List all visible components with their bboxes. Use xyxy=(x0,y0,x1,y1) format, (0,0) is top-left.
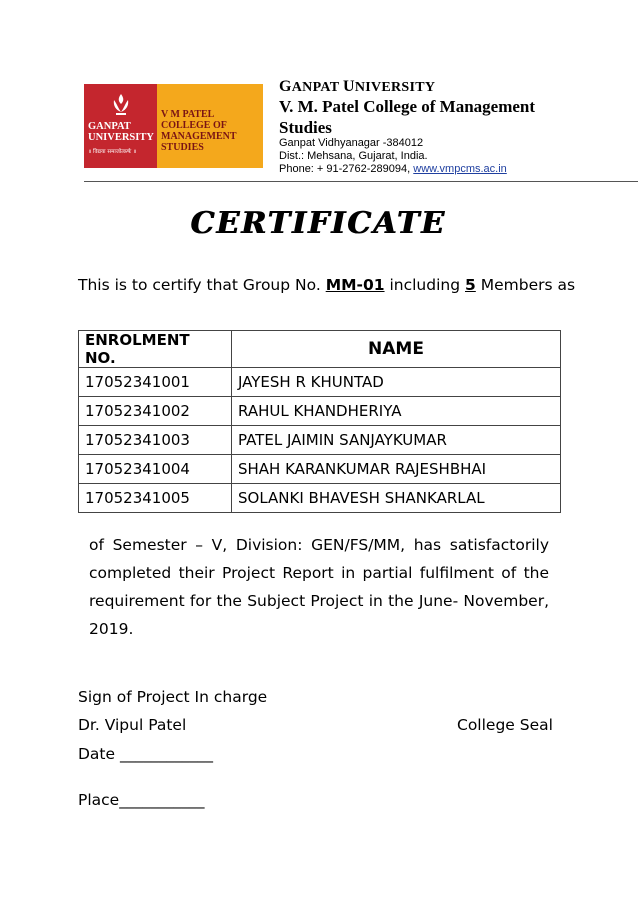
name-cell: JAYESH R KHUNTAD xyxy=(232,368,561,397)
group-number: MM-01 xyxy=(325,276,385,294)
enrolment-header: ENROLMENT NO. xyxy=(79,331,232,368)
enrolment-cell: 17052341002 xyxy=(79,397,232,426)
intro-sentence xyxy=(78,276,575,294)
enrolment-cell: 17052341005 xyxy=(79,484,232,513)
phone-text: Phone: + 91-2762-289094, xyxy=(279,163,414,175)
certificate-title: CERTIFICATE xyxy=(191,206,447,241)
name-header: NAME xyxy=(232,331,561,368)
members-table xyxy=(78,330,561,513)
member-count: 5 xyxy=(465,276,476,294)
logo-orange-panel xyxy=(157,84,263,168)
logo-motto: ॥ विद्यया समाजोत्कर्षः ॥ xyxy=(88,149,137,155)
flame-emblem-icon xyxy=(109,92,133,118)
name-cell: SHAH KARANKUMAR RAJESHBHAI xyxy=(232,455,561,484)
enrolment-cell: 17052341001 xyxy=(79,368,232,397)
college-seal-label: College Seal xyxy=(457,716,553,734)
table-row xyxy=(79,484,561,513)
university-initial: U xyxy=(342,78,355,95)
name-cell: PATEL JAIMIN SANJAYKUMAR xyxy=(232,426,561,455)
signatory-name: Dr. Vipul Patel xyxy=(78,716,187,734)
logo-university-name xyxy=(88,121,154,143)
university-initial: G xyxy=(279,78,292,95)
college-name: V. M. Patel College of Management Studies xyxy=(279,97,536,137)
university-name-part: ANPAT xyxy=(291,80,343,95)
table-row xyxy=(79,426,561,455)
intro-middle: including xyxy=(384,276,465,294)
header-divider xyxy=(84,181,638,182)
table-row xyxy=(79,368,561,397)
logo-red-panel xyxy=(84,84,157,168)
address-line: Dist.: Mehsana, Gujarat, India. xyxy=(279,150,428,162)
address-line: Ganpat Vidhyanagar -384012 xyxy=(279,137,424,149)
intro-suffix: Members as xyxy=(475,276,576,294)
logo-line: STUDIES xyxy=(161,142,204,153)
enrolment-cell: 17052341003 xyxy=(79,426,232,455)
university-name-part: NIVERSITY xyxy=(354,80,436,95)
logo-line: V M PATEL xyxy=(161,109,215,120)
name-cell: SOLANKI BHAVESH SHANKARLAL xyxy=(232,484,561,513)
logo-college-name xyxy=(161,109,237,153)
logo-line: GANPAT xyxy=(88,121,131,132)
table-row xyxy=(79,455,561,484)
logo-line: UNIVERSITY xyxy=(88,132,154,143)
table-header-row xyxy=(79,331,561,368)
name-cell: RAHUL KHANDHERIYA xyxy=(232,397,561,426)
signature-label: Sign of Project In charge xyxy=(78,688,268,706)
college-logo xyxy=(84,84,263,168)
logo-line: MANAGEMENT xyxy=(161,131,237,142)
website-link[interactable]: www.vmpcms.ac.in xyxy=(413,163,507,175)
intro-prefix: This is to certify that Group No. xyxy=(78,276,326,294)
enrolment-cell: 17052341004 xyxy=(79,455,232,484)
date-line: Date ____________ xyxy=(78,745,213,763)
place-line: Place___________ xyxy=(78,791,205,809)
phone-line xyxy=(279,163,507,176)
logo-line: COLLEGE OF xyxy=(161,120,227,131)
university-name xyxy=(279,78,435,96)
table-row xyxy=(79,397,561,426)
certificate-body: of Semester – V, Division: GEN/FS/MM, has satisfactorily completed their Project Report in partial fulfilment of the requirement for the Subject Project in the June- November, 2019. xyxy=(89,536,549,638)
